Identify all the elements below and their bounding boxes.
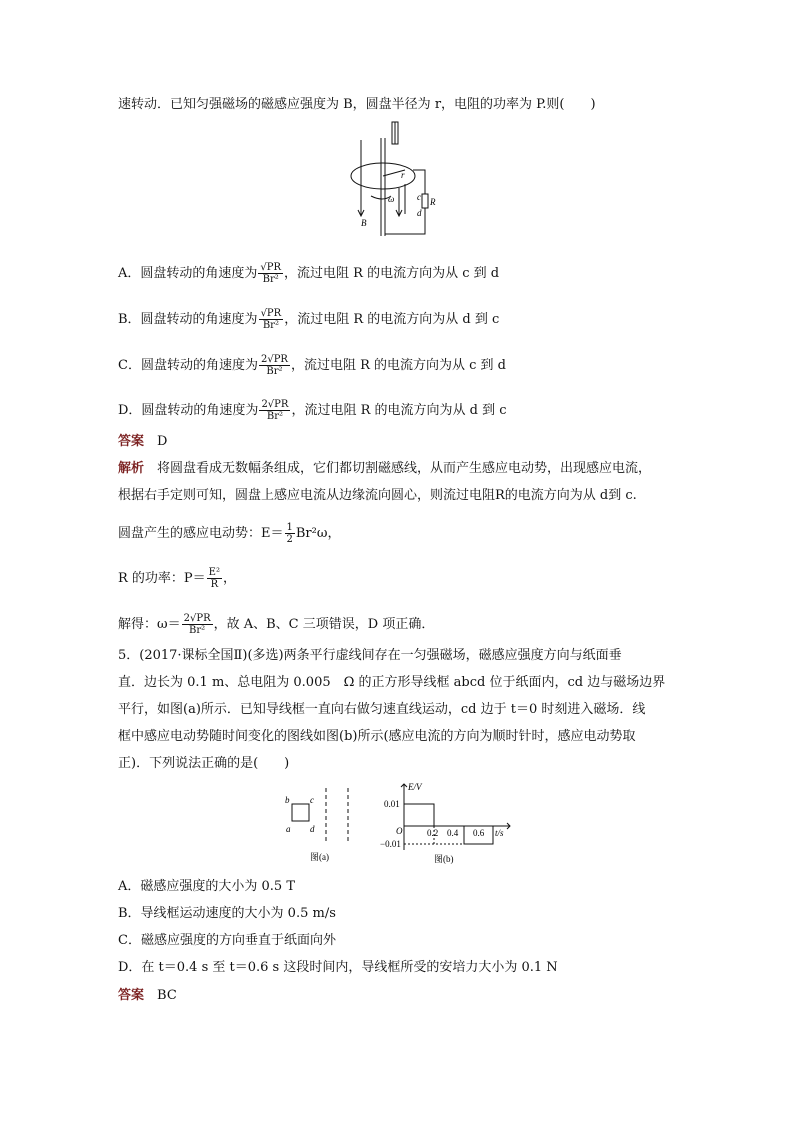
figure-b-emf-graph [380, 780, 515, 868]
option-c-prefix: C．圆盘转动的角速度为 [118, 358, 258, 373]
emf-equation [118, 522, 340, 545]
fig-b-caption: 图(b) [434, 854, 454, 864]
option-b-suffix: ，流过电阻 R 的电流方向为从 d 到 c [284, 312, 500, 327]
q4-answer [118, 434, 167, 450]
q5-option-b: B．导线框运动速度的大小为 0.5 m/s [118, 906, 336, 921]
fig-a-label-a: a [286, 824, 291, 834]
fig1-label-c: c [417, 192, 421, 202]
q5-line-3: 平行，如图(a)所示．已知导线框一直向右做匀速直线运动，cd 边于 t＝0 时刻进入磁场．线 [118, 702, 646, 717]
emf-prefix: 圆盘产生的感应电动势：E＝ [118, 526, 284, 541]
fig-a-caption: 图(a) [310, 852, 329, 862]
option-b-denominator: Br² [262, 320, 279, 331]
fig-b-y-bottom: −0.01 [380, 839, 401, 849]
power-suffix: ， [222, 571, 236, 586]
option-d-denominator: Br² [266, 411, 283, 422]
option-a-numerator: √PR [260, 262, 282, 273]
solve-prefix: 解得：ω＝ [118, 617, 181, 632]
fig1-label-omega: ω [388, 194, 395, 204]
fig1-label-d: d [417, 208, 422, 218]
analysis-label: 解析 [118, 461, 145, 476]
q5-line-5: 正)．下列说法正确的是( ) [118, 756, 290, 771]
q5-option-d: D．在 t＝0.4 s 至 t＝0.6 s 这段时间内，导线框所受的安培力大小为 0.1 N [118, 960, 558, 975]
solve-numerator: 2√PR [183, 613, 211, 624]
option-b-prefix: B．圆盘转动的角速度为 [118, 312, 258, 327]
fig1-label-r: r [401, 170, 405, 180]
q5-answer [118, 988, 177, 1004]
analysis-line-1 [118, 461, 651, 477]
option-d-prefix: D．圆盘转动的角速度为 [118, 403, 259, 418]
emf-suffix: Br²ω， [295, 526, 341, 541]
figure-a-wire-frame [282, 782, 362, 866]
solve-denominator: Br² [189, 625, 206, 636]
option-d [118, 399, 507, 422]
option-d-suffix: ，流过电阻 R 的电流方向为从 d 到 c [291, 403, 507, 418]
option-c-suffix: ，流过电阻 R 的电流方向为从 c 到 d [290, 358, 507, 373]
fig-a-label-c: c [310, 795, 314, 805]
q5-answer-label: 答案 [118, 988, 145, 1003]
option-c [118, 354, 506, 377]
option-c-fraction [259, 354, 290, 377]
answer-value: D [157, 434, 168, 449]
fig1-label-R: R [430, 197, 436, 207]
q5-option-c: C．磁感应强度的方向垂直于纸面向外 [118, 933, 336, 948]
option-a-suffix: ，流过电阻 R 的电流方向为从 c 到 d [284, 266, 500, 281]
fig-b-x2: 0.4 [447, 828, 459, 838]
solve-fraction [182, 613, 213, 636]
emf-fraction [285, 522, 295, 545]
q5-line-2: 直．边长为 0.1 m、总电阻为 0.005 Ω 的正方形导线框 abcd 位于纸面内，cd 边与磁场边界 [118, 675, 666, 690]
fig-a-label-d: d [310, 824, 315, 834]
option-a-fraction [258, 262, 283, 285]
option-c-numerator: 2√PR [260, 354, 288, 365]
disk-generator-figure [345, 118, 445, 240]
option-b-numerator: √PR [260, 308, 282, 319]
fig-b-xlabel: t/s [495, 828, 504, 838]
question-intro-line: 速转动．已知匀强磁场的磁感应强度为 B，圆盘半径为 r，电阻的功率为 P.则( ) [118, 97, 596, 112]
fig-b-y-top: 0.01 [384, 799, 400, 809]
option-d-fraction [259, 399, 290, 422]
option-a-denominator: Br² [262, 274, 279, 285]
option-b [118, 308, 499, 331]
q5-option-a: A．磁感应强度的大小为 0.5 T [118, 879, 295, 894]
fig-b-origin: O [396, 826, 403, 836]
option-a [118, 262, 499, 285]
power-prefix: R 的功率：P＝ [118, 571, 206, 586]
emf-numerator: 1 [286, 522, 293, 533]
q5-line-4: 框中感应电动势随时间变化的图线如图(b)所示(感应电流的方向为顺时针时，感应电动势取 [118, 729, 636, 744]
power-numerator: E² [208, 567, 220, 578]
option-b-fraction [259, 308, 284, 331]
fig1-label-B: B [361, 218, 367, 228]
answer-label: 答案 [118, 434, 145, 449]
solve-equation [118, 613, 434, 636]
analysis-text-1: 将圆盘看成无数幅条组成，它们都切割磁感线，从而产生感应电动势，出现感应电流， [157, 461, 652, 476]
fig-b-x3: 0.6 [473, 828, 485, 838]
power-fraction [207, 567, 222, 590]
power-denominator: R [210, 579, 219, 590]
solve-suffix: ，故 A、B、C 三项错误，D 项正确． [213, 617, 435, 632]
fig-a-label-b: b [285, 795, 290, 805]
option-c-denominator: Br² [266, 366, 283, 377]
emf-denominator: 2 [286, 534, 293, 545]
q5-line-1: 5．(2017·课标全国Ⅱ)(多选)两条平行虚线间存在一匀强磁场，磁感应强度方向与纸面垂 [118, 648, 622, 663]
power-equation [118, 567, 236, 590]
option-a-prefix: A．圆盘转动的角速度为 [118, 266, 258, 281]
analysis-line-2: 根据右手定则可知，圆盘上感应电流从边缘流向圆心，则流过电阻R的电流方向为从 d到 c. [118, 488, 637, 503]
option-d-numerator: 2√PR [261, 399, 289, 410]
q5-answer-value: BC [157, 988, 177, 1003]
fig-b-x1: 0.2 [427, 828, 439, 838]
fig-b-ylabel: E/V [408, 782, 422, 792]
